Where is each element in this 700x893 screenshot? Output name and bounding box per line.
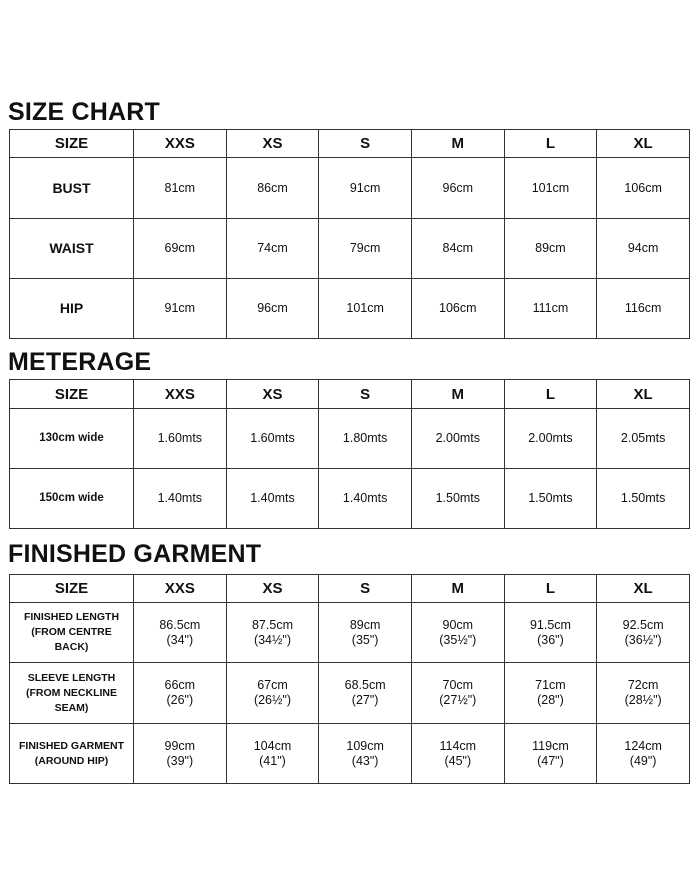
table-cell: 87.5cm (34½") xyxy=(226,603,319,663)
table-cell: 91.5cm (36") xyxy=(504,603,597,663)
table-row-bust xyxy=(10,158,690,219)
table-cell: 89cm (35") xyxy=(319,603,412,663)
table-cell: 109cm (43") xyxy=(319,724,412,784)
size-col-s: S xyxy=(319,380,412,409)
table-cell: 106cm xyxy=(411,279,504,339)
size-col-m: M xyxy=(411,130,504,158)
size-col-xl: XL xyxy=(597,130,690,158)
table-cell: 70cm (27½") xyxy=(411,663,504,724)
table-cell: 67cm (26½") xyxy=(226,663,319,724)
table-cell: 74cm xyxy=(226,219,319,279)
table-cell: 1.60mts xyxy=(134,409,227,469)
table-cell: 2.00mts xyxy=(504,409,597,469)
size-col-s: S xyxy=(319,575,412,603)
table-cell: 90cm (35½") xyxy=(411,603,504,663)
table-cell: 69cm xyxy=(134,219,227,279)
table-row-sleeve-length xyxy=(10,663,690,724)
row-label: SLEEVE LENGTH (FROM NECKLINE SEAM) xyxy=(10,663,134,724)
size-col-l: L xyxy=(504,575,597,603)
row-label: BUST xyxy=(10,158,134,219)
table-cell: 2.05mts xyxy=(597,409,690,469)
table-cell: 86cm xyxy=(226,158,319,219)
table-cell: 124cm (49") xyxy=(597,724,690,784)
header-row xyxy=(10,380,690,409)
meterage-table xyxy=(9,379,690,529)
finished-garment-table xyxy=(9,574,690,784)
table-cell: 1.80mts xyxy=(319,409,412,469)
size-header: SIZE xyxy=(10,575,134,603)
header-row xyxy=(10,575,690,603)
row-label: 130cm wide xyxy=(10,409,134,469)
table-cell: 86.5cm (34") xyxy=(134,603,227,663)
table-cell: 1.60mts xyxy=(226,409,319,469)
table-cell: 119cm (47") xyxy=(504,724,597,784)
table-cell: 71cm (28") xyxy=(504,663,597,724)
table-cell: 66cm (26") xyxy=(134,663,227,724)
table-cell: 84cm xyxy=(411,219,504,279)
table-cell: 99cm (39") xyxy=(134,724,227,784)
size-col-xxs: XXS xyxy=(134,130,227,158)
table-cell: 2.00mts xyxy=(411,409,504,469)
table-cell: 79cm xyxy=(319,219,412,279)
table-row-finished-garment xyxy=(10,724,690,784)
table-cell: 111cm xyxy=(504,279,597,339)
table-cell: 91cm xyxy=(134,279,227,339)
table-cell: 94cm xyxy=(597,219,690,279)
table-cell: 1.50mts xyxy=(597,469,690,529)
table-row-150cm xyxy=(10,469,690,529)
row-label: 150cm wide xyxy=(10,469,134,529)
table-cell: 1.40mts xyxy=(226,469,319,529)
table-cell: 1.50mts xyxy=(411,469,504,529)
table-cell: 101cm xyxy=(504,158,597,219)
table-cell: 96cm xyxy=(411,158,504,219)
row-label: HIP xyxy=(10,279,134,339)
size-chart-table xyxy=(9,129,690,339)
table-cell: 114cm (45") xyxy=(411,724,504,784)
row-label: WAIST xyxy=(10,219,134,279)
size-col-m: M xyxy=(411,575,504,603)
table-cell: 1.40mts xyxy=(319,469,412,529)
table-cell: 68.5cm (27") xyxy=(319,663,412,724)
table-cell: 92.5cm (36½") xyxy=(597,603,690,663)
table-cell: 91cm xyxy=(319,158,412,219)
row-label: FINISHED LENGTH (FROM CENTRE BACK) xyxy=(10,603,134,663)
row-label: FINISHED GARMENT (AROUND HIP) xyxy=(10,724,134,784)
size-col-xs: XS xyxy=(226,380,319,409)
table-cell: 106cm xyxy=(597,158,690,219)
meterage-title: METERAGE xyxy=(8,348,152,376)
table-cell: 81cm xyxy=(134,158,227,219)
table-cell: 72cm (28½") xyxy=(597,663,690,724)
size-col-l: L xyxy=(504,380,597,409)
table-cell: 1.40mts xyxy=(134,469,227,529)
finished-garment-title: FINISHED GARMENT xyxy=(8,540,262,568)
size-col-xs: XS xyxy=(226,575,319,603)
size-chart-title: SIZE CHART xyxy=(8,98,160,126)
size-col-xs: XS xyxy=(226,130,319,158)
size-header: SIZE xyxy=(10,130,134,158)
table-cell: 104cm (41") xyxy=(226,724,319,784)
size-col-s: S xyxy=(319,130,412,158)
table-cell: 101cm xyxy=(319,279,412,339)
table-cell: 96cm xyxy=(226,279,319,339)
size-header: SIZE xyxy=(10,380,134,409)
size-col-xl: XL xyxy=(597,575,690,603)
header-row xyxy=(10,130,690,158)
table-row-hip xyxy=(10,279,690,339)
table-row-130cm xyxy=(10,409,690,469)
table-row-waist xyxy=(10,219,690,279)
size-col-xxs: XXS xyxy=(134,575,227,603)
size-col-l: L xyxy=(504,130,597,158)
size-col-m: M xyxy=(411,380,504,409)
table-row-finished-length xyxy=(10,603,690,663)
table-cell: 1.50mts xyxy=(504,469,597,529)
table-cell: 89cm xyxy=(504,219,597,279)
table-cell: 116cm xyxy=(597,279,690,339)
size-col-xxs: XXS xyxy=(134,380,227,409)
size-col-xl: XL xyxy=(597,380,690,409)
